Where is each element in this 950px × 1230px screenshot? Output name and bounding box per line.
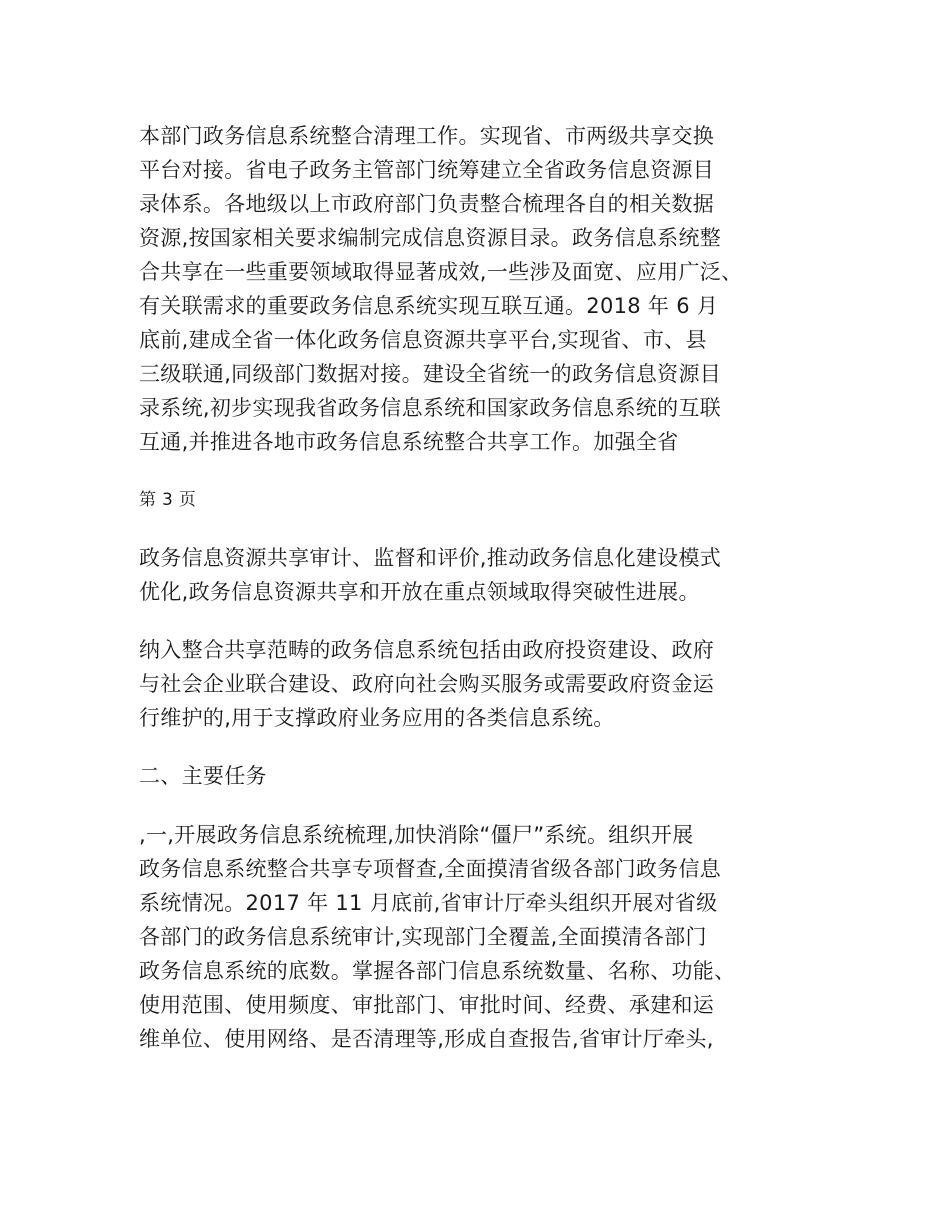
text-line: 互通,并推进各地市政务信息系统整合共享工作。加强全省: [139, 430, 679, 454]
text-line: 维单位、使用网络、是否清理等,形成自查报告,省审计厅牵头,: [139, 1027, 714, 1051]
section-heading: 二、主要任务: [139, 764, 267, 788]
text-line: 平台对接。省电子政务主管部门统筹建立全省政务信息资源目: [139, 158, 715, 182]
text-line: 有关联需求的重要政务信息系统实现互联互通。2018 年 6 月: [139, 294, 719, 318]
text-line: 与社会企业联合建设、政府向社会购买服务或需要政府资金运: [139, 672, 715, 696]
text-line: 纳入整合共享范畴的政务信息系统包括由政府投资建设、政府: [139, 638, 715, 662]
text-line: ,一,开展政务信息系统梳理,加快消除“僵尸”系统。组织开展: [139, 823, 694, 847]
text-line: 政务信息系统的底数。掌握各部门信息系统数量、名称、功能、: [139, 959, 736, 983]
text-line: 合共享在一些重要领域取得显著成效,一些涉及面宽、应用广泛、: [139, 260, 743, 284]
text-line: 系统情况。2017 年 11 月底前,省审计厅牵头组织开展对省级: [139, 891, 718, 915]
text-line: 底前,建成全省一体化政务信息资源共享平台,实现省、市、县: [139, 328, 707, 352]
text-line: 政务信息资源共享审计、监督和评价,推动政务信息化建设模式: [139, 546, 722, 570]
text-line: 录系统,初步实现我省政务信息系统和国家政务信息系统的互联: [139, 396, 722, 420]
text-line: 使用范围、使用频度、审批部门、审批时间、经费、承建和运: [139, 993, 715, 1017]
text-line: 优化,政务信息资源共享和开放在重点领域取得突破性进展。: [139, 580, 700, 604]
text-line: 各部门的政务信息系统审计,实现部门全覆盖,全面摸清各部门: [139, 925, 707, 949]
text-line: 行维护的,用于支撑政府业务应用的各类信息系统。: [139, 706, 615, 730]
text-line: 资源,按国家相关要求编制完成信息资源目录。政务信息系统整: [139, 226, 722, 250]
text-line: 录体系。各地级以上市政府部门负责整合梳理各自的相关数据: [139, 192, 715, 216]
page-number: 第 3 页: [139, 490, 197, 510]
text-line: 本部门政务信息系统整合清理工作。实现省、市两级共享交换: [139, 124, 715, 148]
text-line: 政务信息系统整合共享专项督查,全面摸清省级各部门政务信息: [139, 857, 722, 881]
text-line: 三级联通,同级部门数据对接。建设全省统一的政务信息资源目: [139, 362, 722, 386]
